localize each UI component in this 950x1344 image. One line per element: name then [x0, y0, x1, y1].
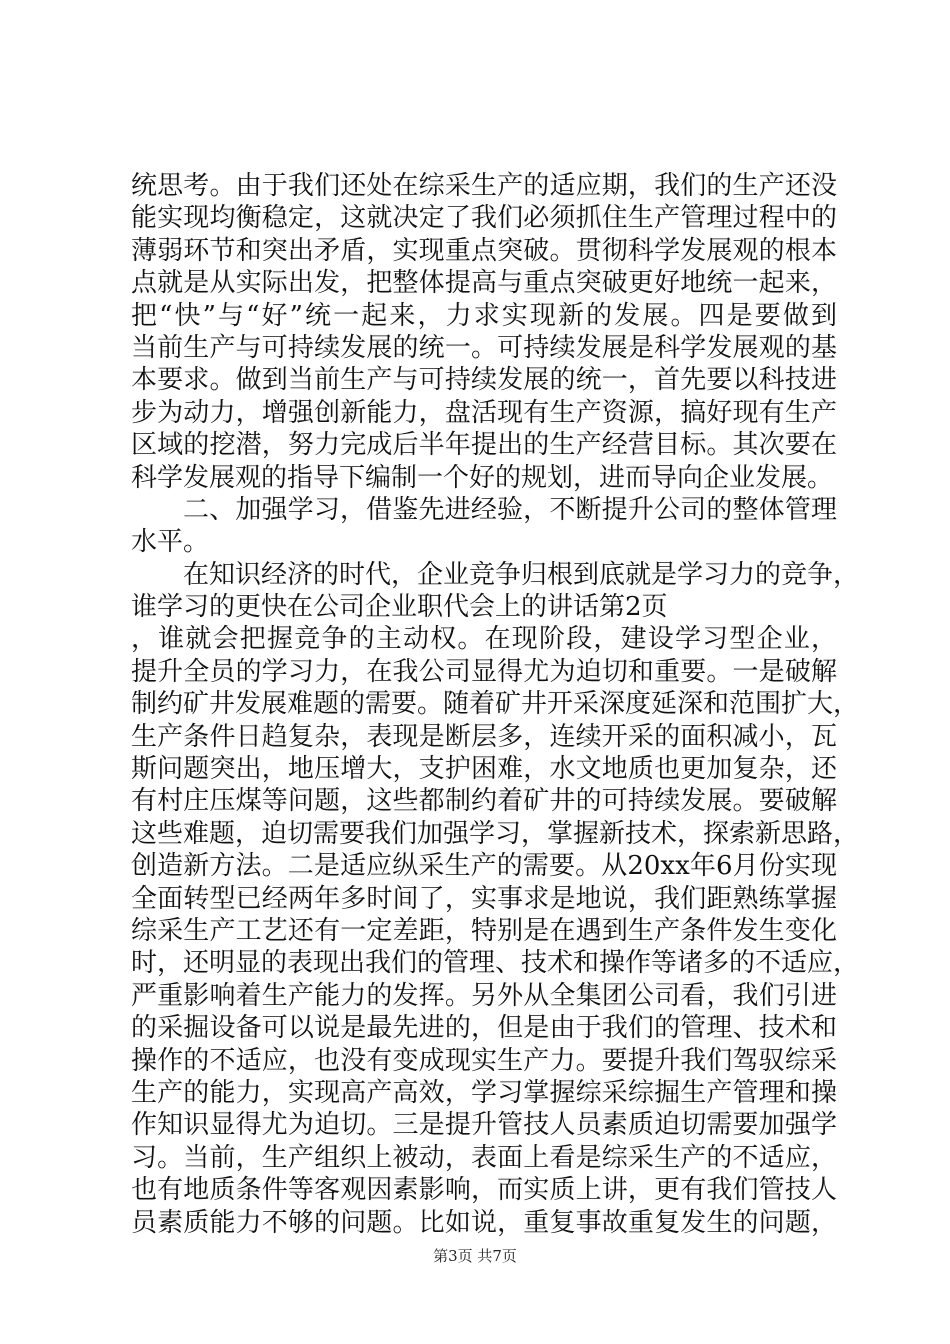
section-heading-line: 水平。: [131, 527, 210, 558]
text-line: 这些难题，迫切需要我们加强学习，掌握新技术，探索新思路，: [131, 818, 860, 849]
text-line: 作知识显得尤为迫切。三是提升管技人员素质迫切需要加强学: [131, 1110, 837, 1141]
text-line: 全面转型已经两年多时间了，实事求是地说，我们距熟练掌握: [131, 883, 837, 914]
text-line: 也有地质条件等客观因素影响，而实质上讲，更有我们管技人: [131, 1175, 837, 1206]
text-line: 严重影响着生产能力的发挥。另外从全集团公司看，我们引进: [131, 980, 837, 1011]
text-line: 生产条件日趋复杂，表现是断层多，连续开采的面积减小，瓦: [131, 721, 837, 752]
text-line: 制约矿井发展难题的需要。随着矿井开采深度延深和范围扩大，: [131, 689, 860, 720]
text-line: ，谁就会把握竞争的主动权。在现阶段，建设学习型企业，: [131, 624, 837, 655]
text-line: 提升全员的学习力，在我公司显得尤为迫切和重要。一是破解: [131, 656, 837, 687]
text-line: 在知识经济的时代，企业竞争归根到底就是学习力的竞争，: [183, 559, 860, 590]
section-heading-line: 二、加强学习，借鉴先进经验，不断提升公司的整体管理: [183, 494, 837, 525]
page-number-footer: 第3页 共7页: [433, 1247, 517, 1265]
text-line: 斯问题突出，地压增大，支护困难，水文地质也更加复杂，还: [131, 754, 837, 785]
text-line: 当前生产与可持续发展的统一。可持续发展是科学发展观的基: [131, 332, 837, 363]
text-line: 习。当前，生产组织上被动，表面上看是综采生产的不适应，: [131, 1142, 837, 1173]
text-line: 操作的不适应，也没有变成现实生产力。要提升我们驾驭综采: [131, 1045, 837, 1076]
text-line: 的采掘设备可以说是最先进的，但是由于我们的管理、技术和: [131, 1013, 837, 1044]
text-line: 综采生产工艺还有一定差距，特别是在遇到生产条件发生变化: [131, 915, 837, 946]
text-line: 创造新方法。二是适应纵采生产的需要。从20xx年6月份实现: [131, 851, 837, 882]
document-body: [131, 170, 860, 1239]
text-line: 薄弱环节和突出矛盾，实现重点突破。贯彻科学发展观的根本: [131, 235, 837, 266]
text-line: 科学发展观的指导下编制一个好的规划，进而导向企业发展。: [131, 462, 834, 493]
text-line: 点就是从实际出发，把整体提高与重点突破更好地统一起来，: [131, 268, 837, 299]
text-line: 把“快”与“好”统一起来，力求实现新的发展。四是要做到: [131, 300, 837, 331]
text-line: 谁学习的更快在公司企业职代会上的讲话第2页: [131, 592, 668, 623]
text-line: 统思考。由于我们还处在综采生产的适应期，我们的生产还没: [131, 171, 837, 201]
text-line: 时，还明显的表现出我们的管理、技术和操作等诸多的不适应，: [131, 948, 860, 979]
text-line: 本要求。做到当前生产与可持续发展的统一，首先要以科技进: [131, 365, 837, 396]
text-line: 能实现均衡稳定，这就决定了我们必须抓住生产管理过程中的: [131, 203, 837, 234]
text-line: 员素质能力不够的问题。比如说，重复事故重复发生的问题，: [131, 1207, 837, 1238]
text-line: 步为动力，增强创新能力，盘活现有生产资源，搞好现有生产: [131, 397, 837, 428]
text-line: 区域的挖潜，努力完成后半年提出的生产经营目标。其次要在: [131, 430, 837, 461]
text-line: 有村庄压煤等问题，这些都制约着矿井的可持续发展。要破解: [131, 786, 837, 817]
text-line: 生产的能力，实现高产高效，学习掌握综采综掘生产管理和操: [131, 1077, 837, 1108]
